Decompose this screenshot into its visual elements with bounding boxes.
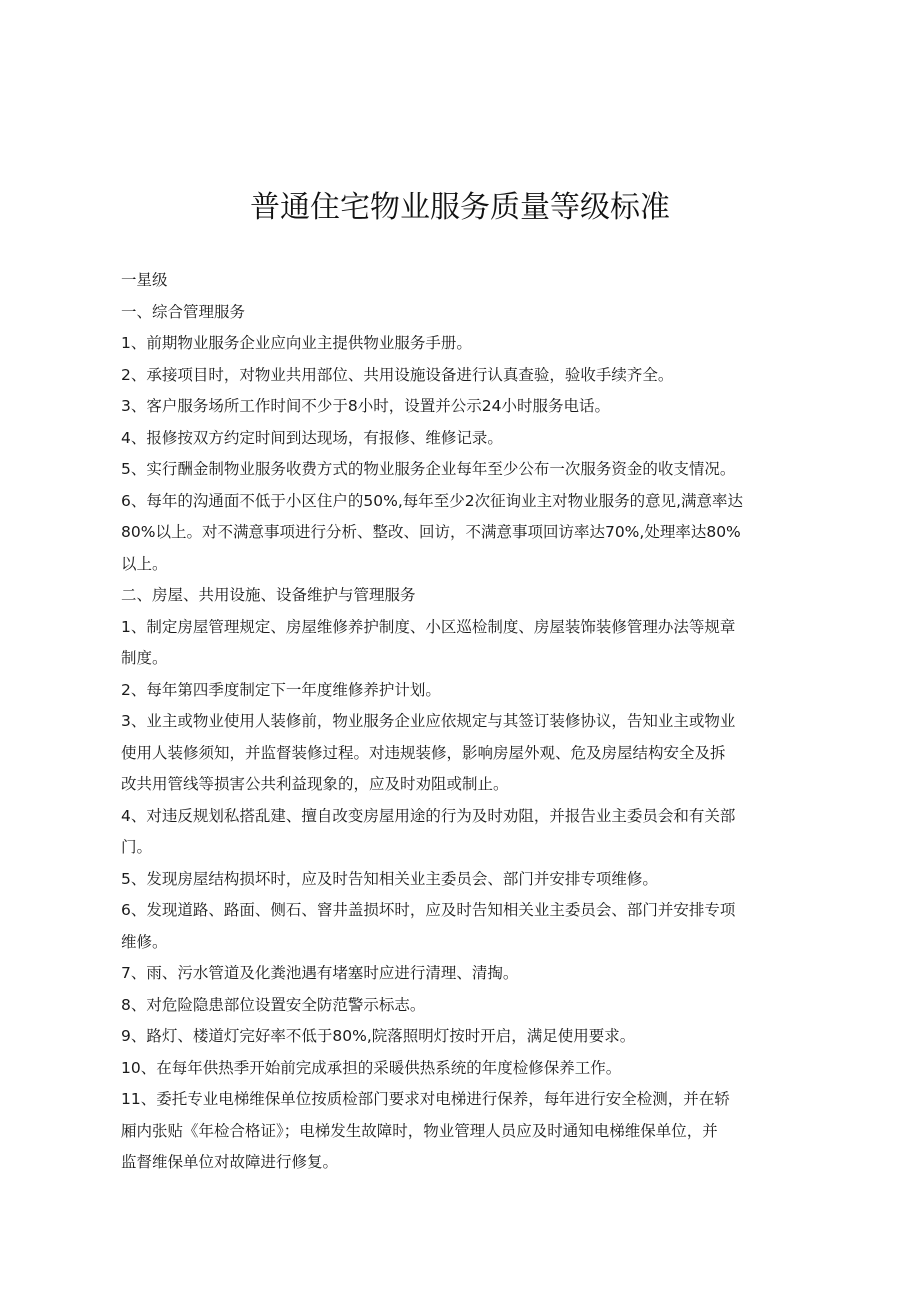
text-line: 9、路灯、楼道灯完好率不低于80%,院落照明灯按时开启，满足使用要求。 [121,1027,636,1045]
text-line: 厢内张贴《年检合格证》；电梯发生故障时，物业管理人员应及时通知电梯维保单位，并 [121,1121,718,1140]
text-line: 5、发现房屋结构损坏时，应及时告知相关业主委员会、部门并安排专项维修。 [121,869,658,888]
text-line: 10、在每年供热季开始前完成承担的采暖供热系统的年度检修保养工作。 [121,1058,622,1077]
text-line: 2、承接项目时，对物业共用部位、共用设施设备进行认真查验，验收手续齐全。 [121,365,674,384]
text-line: 1、前期物业服务企业应向业主提供物业服务手册。 [121,334,472,352]
document-body [121,265,801,1179]
text-line: 7、雨、污水管道及化粪池遇有堵塞时应进行清理、清掏。 [121,964,519,982]
text-line: 改共用管线等损害公共利益现象的，应及时劝阻或制止。 [121,775,509,793]
text-line: 监督维保单位对故障进行修复。 [121,1153,339,1171]
text-line: 使用人装修须知，并监督装修过程。对违规装修，影响房屋外观、危及房屋结构安全及拆 [121,743,726,762]
text-line: 4、对违反规划私搭乱建、擅自改变房屋用途的行为及时劝阻，并报告业主委员会和有关部 [121,806,736,825]
text-line: 6、每年的沟通面不低于小区住户的50%,每年至少2次征询业主对物业服务的意见,满意率达 [121,491,744,510]
text-line: 6、发现道路、路面、侧石、窨井盖损坏时，应及时告知相关业主委员会、部门并安排专项 [121,901,736,919]
text-line: 维修。 [121,932,168,951]
text-line: 3、客户服务场所工作时间不少于8小时，设置并公示24小时服务电话。 [121,397,610,415]
section-heading-general-management: 一、综合管理服务 [121,302,246,321]
text-line: 11、委托专业电梯维保单位按质检部门要求对电梯进行保养，每年进行安全检测，并在轿 [121,1090,730,1108]
text-line: 3、业主或物业使用人装修前，物业服务企业应依规定与其签订装修协议，告知业主或物业 [121,712,736,730]
section-heading-facilities: 二、房屋、共用设施、设备维护与管理服务 [121,586,416,604]
document-title: 普通住宅物业服务质量等级标准 [250,190,670,226]
text-line: 5、实行酬金制物业服务收费方式的物业服务企业每年至少公布一次服务资金的收支情况。 [121,460,736,478]
text-line: 以上。 [121,554,168,573]
text-line: 8、对危险隐患部位设置安全防范警示标志。 [121,995,426,1014]
text-line-grade: 一星级 [121,271,168,289]
text-line: 门。 [121,838,153,856]
text-line: 80%以上。对不满意事项进行分析、整改、回访，不满意事项回访率达70%,处理率达80% [121,523,741,541]
text-line: 2、每年第四季度制定下一年度维修养护计划。 [121,680,441,699]
text-line: 1、制定房屋管理规定、房屋维修养护制度、小区巡检制度、房屋装饰装修管理办法等规章 [121,617,736,636]
text-line: 4、报修按双方约定时间到达现场，有报修、维修记录。 [121,428,503,447]
text-line: 制度。 [121,649,168,667]
